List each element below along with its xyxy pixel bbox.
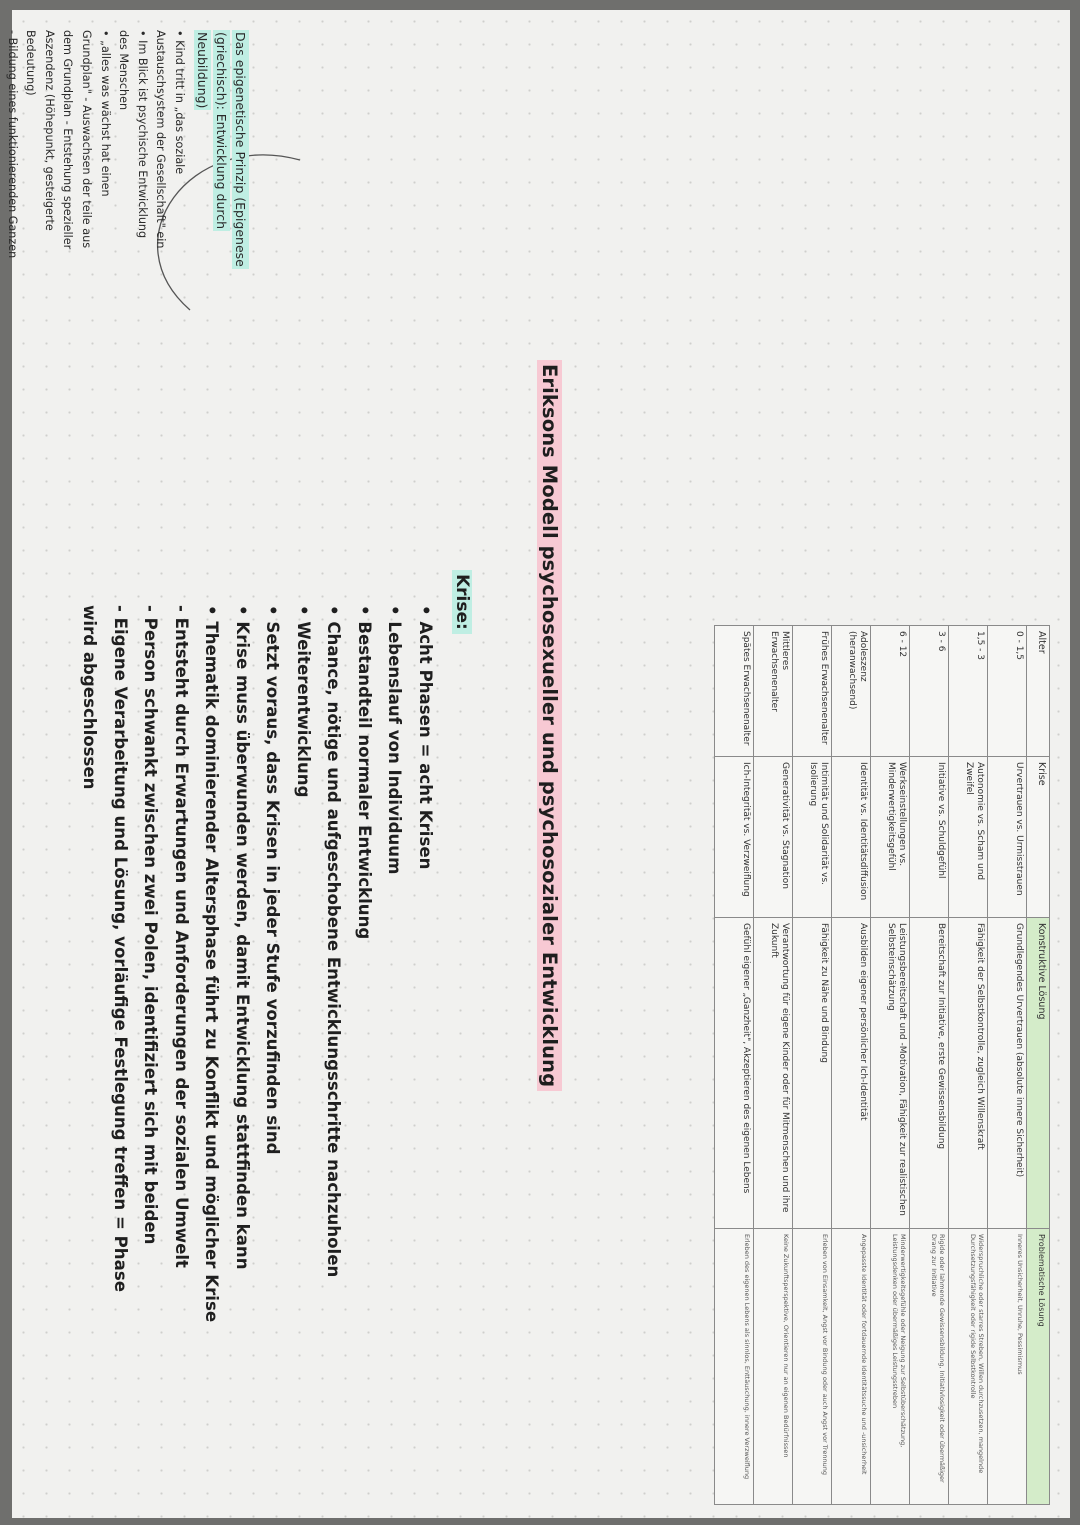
table-cell: Mittleres Erwachsenenalter — [754, 626, 793, 757]
table-cell: Minderwertigkeitsgefühle oder Neigung zur Selbstüberschätzung, Leistungsdenken oder übermäßiges Leistungsstreben — [871, 1229, 910, 1505]
table-row — [910, 626, 949, 1505]
krise-heading: Krise: — [452, 570, 472, 634]
table-cell: Inneres Unsicherheit, Unruhe, Pessimismus — [988, 1229, 1027, 1505]
table-cell: Identität vs. Identitätsdiffusion — [832, 757, 871, 918]
list-item: Aszendenz (Höhepunkt, gesteigerte — [42, 30, 56, 231]
list-item — [0, 30, 2, 360]
list-item: - Eigene Verarbeitung und Lösung, vorläufige Festlegung treffen = Phase — [111, 605, 130, 1292]
table-cell: 6 - 12 — [871, 626, 910, 757]
epigenetic-list — [0, 30, 188, 360]
note-page — [5, 10, 1070, 1518]
list-item: • Bestandteil normaler Entwicklung — [355, 605, 374, 940]
table-cell: 0 - 1,5 — [988, 626, 1027, 757]
krise-list — [74, 605, 440, 1465]
table-cell: Gefühl eigener „Ganzheit", Akzeptieren des eigenen Lebens — [715, 918, 754, 1229]
table-cell: 3 - 6 — [910, 626, 949, 757]
table-cell: Erleben des eigenen Lebens als sinnlos, Enttäuschung, innere Verzweiflung — [715, 1229, 754, 1505]
list-item: • „alles was wächst hat einen — [98, 30, 112, 197]
list-item: dem Grundplan - Entstehung spezieller — [61, 30, 75, 250]
table-row — [949, 626, 988, 1505]
table-cell: Fähigkeit der Selbstkontrolle, zugleich Willenskraft — [949, 918, 988, 1229]
table-cell: Spätes Erwachsenenalter — [715, 626, 754, 757]
erikson-stages-table — [714, 625, 1050, 1505]
list-item: • Thematik dominierender Altersphase führt zu Konflikt und möglicher Krise — [202, 605, 222, 1323]
header-problematische-loesung: Problematische Lösung — [1027, 1229, 1050, 1505]
table-cell: Frühes Erwachsenenalter — [793, 626, 832, 757]
list-item: • Chance, nötige und aufgeschobene Entwicklungsschritte nachzuholen — [324, 605, 344, 1278]
list-item: • Krise muss überwunden werden, damit Entwicklung stattfinden kann — [233, 605, 252, 1270]
table-row — [832, 626, 871, 1505]
table-cell: Leistungsbereitschaft und -Motivation, Fähigkeit zur realistischen Selbsteinschätzung — [871, 918, 910, 1229]
table-cell: Grundlegendes Urvertrauen (absolute innere Sicherheit) — [988, 918, 1027, 1229]
list-item: Grundplan" - Auswachsen der teile aus — [80, 30, 94, 249]
table-header-row — [1027, 626, 1050, 1505]
table-row — [715, 626, 754, 1505]
list-item: wird abgeschlossen — [80, 605, 100, 790]
table-cell: Werkseinstellungen vs. Minderwertigkeitsgefühl — [871, 757, 910, 918]
list-item: • Weiterentwicklung — [294, 605, 313, 798]
list-item: - Person schwankt zwischen zwei Polen, identifiziert sich mit beiden — [141, 605, 161, 1245]
table-cell: Angepasste Identität oder fortdauernde Identitätssuche und -unsicherheit — [832, 1229, 871, 1505]
list-item: • Setzt voraus, dass Krisen in jeder Stufe vorzufinden sind — [263, 605, 283, 1155]
table-cell: Urvertrauen vs. Urmisstrauen — [988, 757, 1027, 918]
list-item: • Im Blick ist psychische Entwicklung — [135, 30, 149, 239]
table-row — [754, 626, 793, 1505]
list-item: Austauschsystem der Gesellschaft" ein — [154, 30, 168, 249]
table-cell: Intimität und Solidarität vs. Isolierung — [793, 757, 832, 918]
table-cell: Adoleszenz (heranwachsend) — [832, 626, 871, 757]
page-title: Eriksons Modell psychosexueller und psychosozialer Entwicklung — [537, 360, 562, 1091]
table-cell: Initiative vs. Schuldgefühl — [910, 757, 949, 918]
header-konstruktive-loesung: Konstruktive Lösung — [1027, 918, 1050, 1229]
table-row — [988, 626, 1027, 1505]
table-cell: Erleben von Einsamkeit, Angst vor Bindung oder auch Angst vor Trennung — [793, 1229, 832, 1505]
list-item: • Acht Phasen = acht Krisen — [416, 605, 435, 870]
table-cell: Rigide oder lahmende Gewissensbildung, Initiativlosigkeit oder übermäßiger Drang zur Initiative — [910, 1229, 949, 1505]
table-cell: 1,5 - 3 — [949, 626, 988, 757]
table-row — [871, 626, 910, 1505]
list-item: Bedeutung) — [24, 30, 38, 96]
list-item: • Lebenslauf von Individuum — [385, 605, 405, 875]
table-cell: Ausbilden eigener persönlicher Ich-Identität — [832, 918, 871, 1229]
table-cell: Keine Zukunftsperspektive, Orientieren nur an eigenen Bedürfnissen — [754, 1229, 793, 1505]
header-krise: Krise — [1027, 757, 1050, 918]
list-item: • Kind tritt in „das soziale — [173, 30, 186, 175]
table-cell: Widerspruchliche oder starres Streben, Willen durchzusetzen, mangelnde Durchsetzungsfähigkeit oder rigide Selbstkontrolle — [949, 1229, 988, 1505]
epigenetic-title: Das epigenetische Prinzip (Epigenese (griechisch): Entwicklung durch Neubildung) — [195, 32, 248, 267]
table-cell: Verantwortung für eigene Kinder oder für Mitmenschen und ihre Zukunft — [754, 918, 793, 1229]
rotated-note-content — [5, 10, 1070, 1518]
table-cell: Ich-Integrität vs. Verzweiflung — [715, 757, 754, 918]
table-cell: Generativität vs. Stagnation — [754, 757, 793, 918]
table-cell: Bereitschaft zur Initiative, erste Gewissensbildung — [910, 918, 949, 1229]
header-alter: Alter — [1027, 626, 1050, 757]
list-item: - Bildung eines funktionierenden Ganzen — [5, 30, 19, 259]
list-item: - Entsteht durch Erwartungen und Anforderungen der sozialen Umwelt — [172, 605, 191, 1268]
table-cell: Autonomie vs. Scham und Zweifel — [949, 757, 988, 918]
table-row — [793, 626, 832, 1505]
table-cell: Fähigkeit zu Nähe und Bindung — [793, 918, 832, 1229]
list-item: des Menschen — [117, 30, 131, 111]
